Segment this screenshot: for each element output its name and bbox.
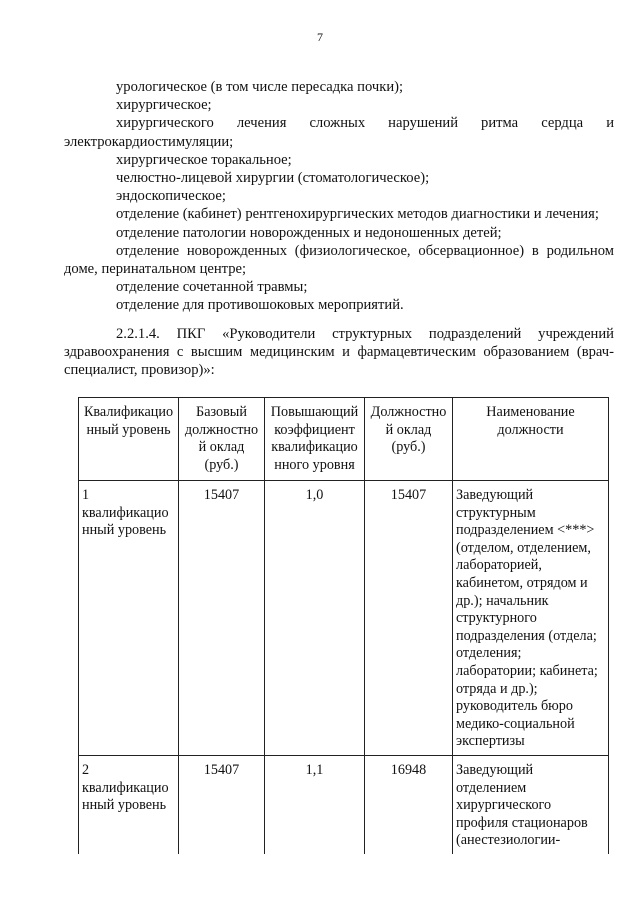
list-item: отделение сочетанной травмы; <box>116 279 308 296</box>
cell-position: Заведующий отделением хирургического профиля стационаров (анестезиологии- <box>453 755 609 853</box>
cell-base-salary: 15407 <box>179 755 265 853</box>
cell-coefficient: 1,1 <box>265 755 365 853</box>
page-number: 7 <box>317 30 323 44</box>
list-item: эндоскопическое; <box>116 188 226 205</box>
cell-coefficient: 1,0 <box>265 481 365 756</box>
header-qualification-level: Квалификацио нный уровень <box>79 398 179 481</box>
list-item: хирургического лечения сложных нарушений ритма сердца и электрокардиостимуляции; <box>64 115 614 150</box>
cell-salary: 16948 <box>365 755 453 853</box>
cell-salary: 15407 <box>365 481 453 756</box>
cell-base-salary: 15407 <box>179 481 265 756</box>
list-item: отделение (кабинет) рентгенохирургических методов диагностики и лечения; <box>116 206 599 223</box>
header-base-salary: Базовый должностно й оклад (руб.) <box>179 398 265 481</box>
list-item: челюстно-лицевой хирургии (стоматологическое); <box>116 170 430 187</box>
list-item: хирургическое; <box>116 97 212 114</box>
list-item: отделение патологии новорожденных и недоношенных детей; <box>116 224 502 241</box>
list-item: отделение для противошоковых мероприятий. <box>116 297 404 314</box>
cell-position: Заведующий структурным подразделением <***> (отделом, отделением, лабораторией, кабинетом, отрядом и др.); начальник структурного подразделения (отдела; отделения; лаборатории; кабинета; отряда и др.); руководитель бюро медико-социальной экспертизы <box>453 481 609 756</box>
list-item: отделение новорожденных (физиологическое, обсервационное) в родильном доме, перинатальном центре; <box>64 242 614 278</box>
table-row <box>79 481 609 756</box>
salary-table <box>78 397 609 854</box>
section-heading: 2.2.1.4. ПКГ «Руководители структурных подразделений учреждений здравоохранения с высшим медицинским и фармацевтическим образованием (врач-специалист, провизор)»: <box>64 325 614 379</box>
header-coefficient: Повышающий коэффициент квалификацио нного уровня <box>265 398 365 481</box>
list-item: хирургическое торакальное; <box>116 151 292 168</box>
cell-level: 1 квалификацио нный уровень <box>79 481 179 756</box>
table-row <box>79 755 609 853</box>
document-body <box>64 78 614 379</box>
header-position-name: Наименование должности <box>453 398 609 481</box>
header-salary: Должностно й оклад (руб.) <box>365 398 453 481</box>
list-item: урологическое (в том числе пересадка почки); <box>116 79 404 95</box>
table-header-row <box>79 398 609 481</box>
cell-level: 2 квалификацио нный уровень <box>79 755 179 853</box>
